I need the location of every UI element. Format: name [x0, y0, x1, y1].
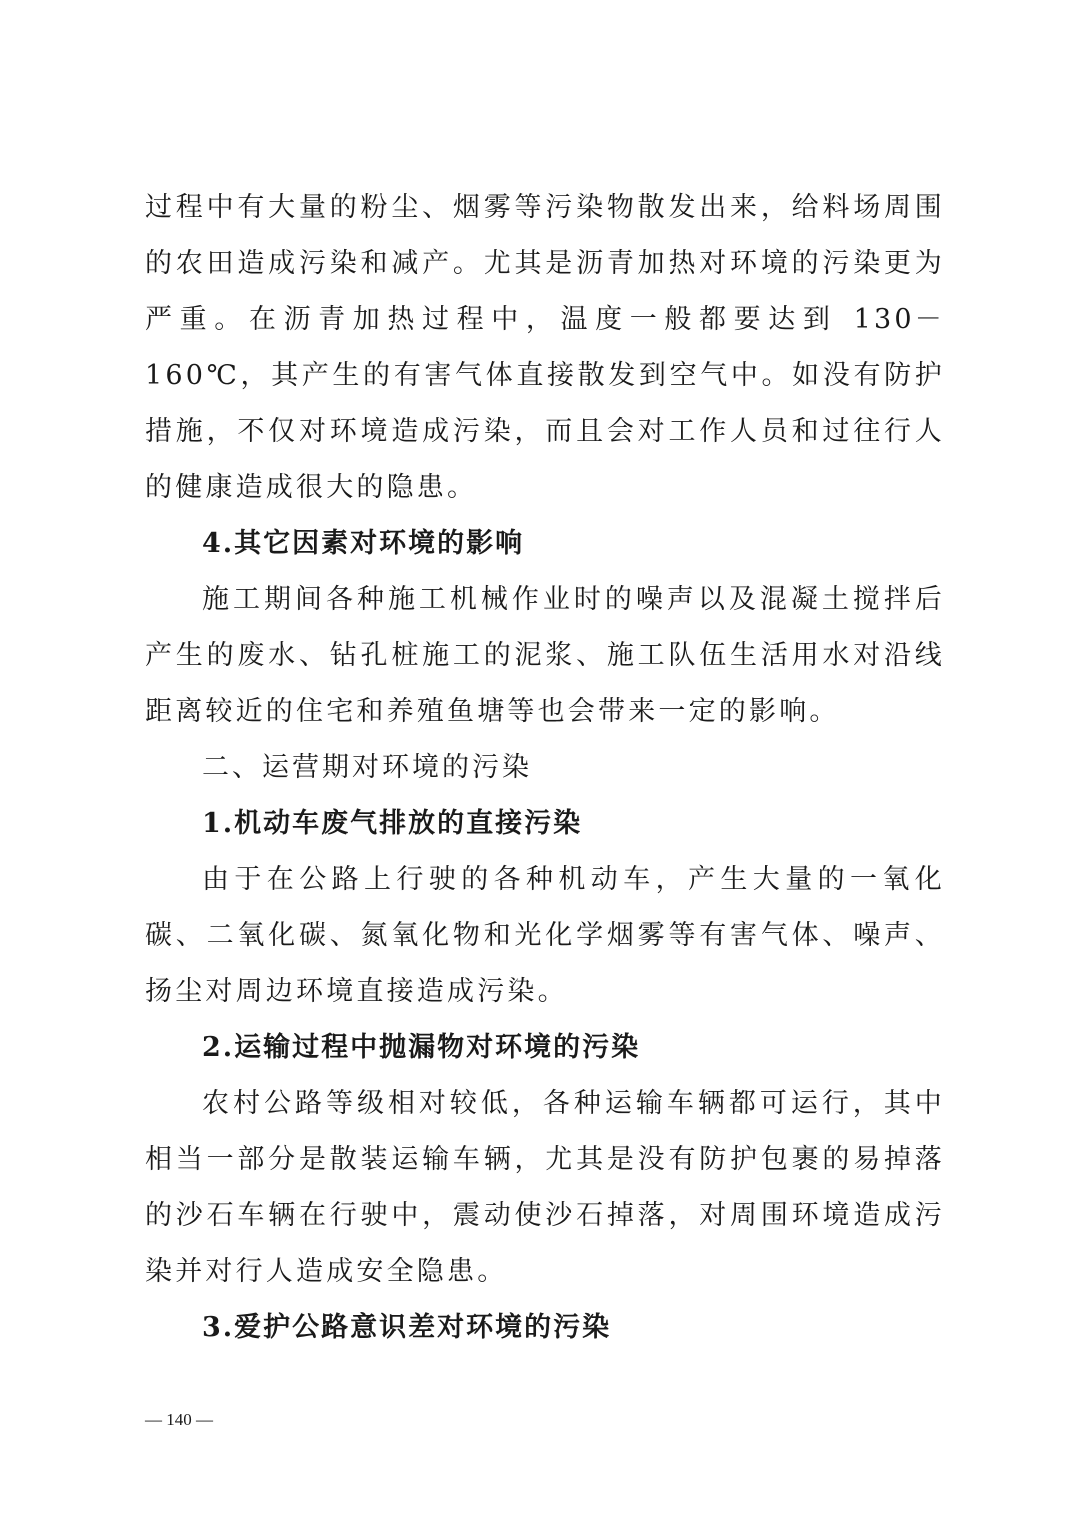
section-heading-operation-period: 二、运营期对环境的污染	[202, 752, 532, 783]
heading-transport-spillage: 2.运输过程中抛漏物对环境的污染	[202, 1032, 641, 1063]
page-number: — 140 —	[145, 1410, 213, 1429]
heading-other-factors: 4.其它因素对环境的影响	[202, 528, 525, 559]
paragraph-transport-spillage: 农村公路等级相对较低，各种运输车辆都可运行，其中相当一部分是散装运输车辆，尤其是没有防护包裹的易掉落的沙石车辆在行驶中，震动使沙石掉落，对周围环境造成污染并对行人造成安全隐患。	[145, 1088, 945, 1287]
document-body	[145, 180, 945, 1356]
heading-vehicle-exhaust: 1.机动车废气排放的直接污染	[202, 808, 583, 839]
paragraph-construction-noise: 施工期间各种施工机械作业时的噪声以及混凝土搅拌后产生的废水、钻孔桩施工的泥浆、施工队伍生活用水对沿线距离较近的住宅和养殖鱼塘等也会带来一定的影响。	[145, 584, 945, 727]
heading-road-awareness: 3.爱护公路意识差对环境的污染	[202, 1312, 612, 1343]
paragraph-asphalt-pollution: 过程中有大量的粉尘、烟雾等污染物散发出来，给料场周围的农田造成污染和减产。尤其是沥青加热对环境的污染更为严重。在沥青加热过程中，温度一般都要达到 130－160℃，其产生的有害气体直接散发到空气中。如没有防护措施，不仅对环境造成污染，而且会对工作人员和过往行人的健康造成很大的隐患。	[145, 192, 945, 503]
paragraph-vehicle-exhaust: 由于在公路上行驶的各种机动车，产生大量的一氧化碳、二氧化碳、氮氧化物和光化学烟雾等有害气体、噪声、扬尘对周边环境直接造成污染。	[145, 864, 945, 1007]
